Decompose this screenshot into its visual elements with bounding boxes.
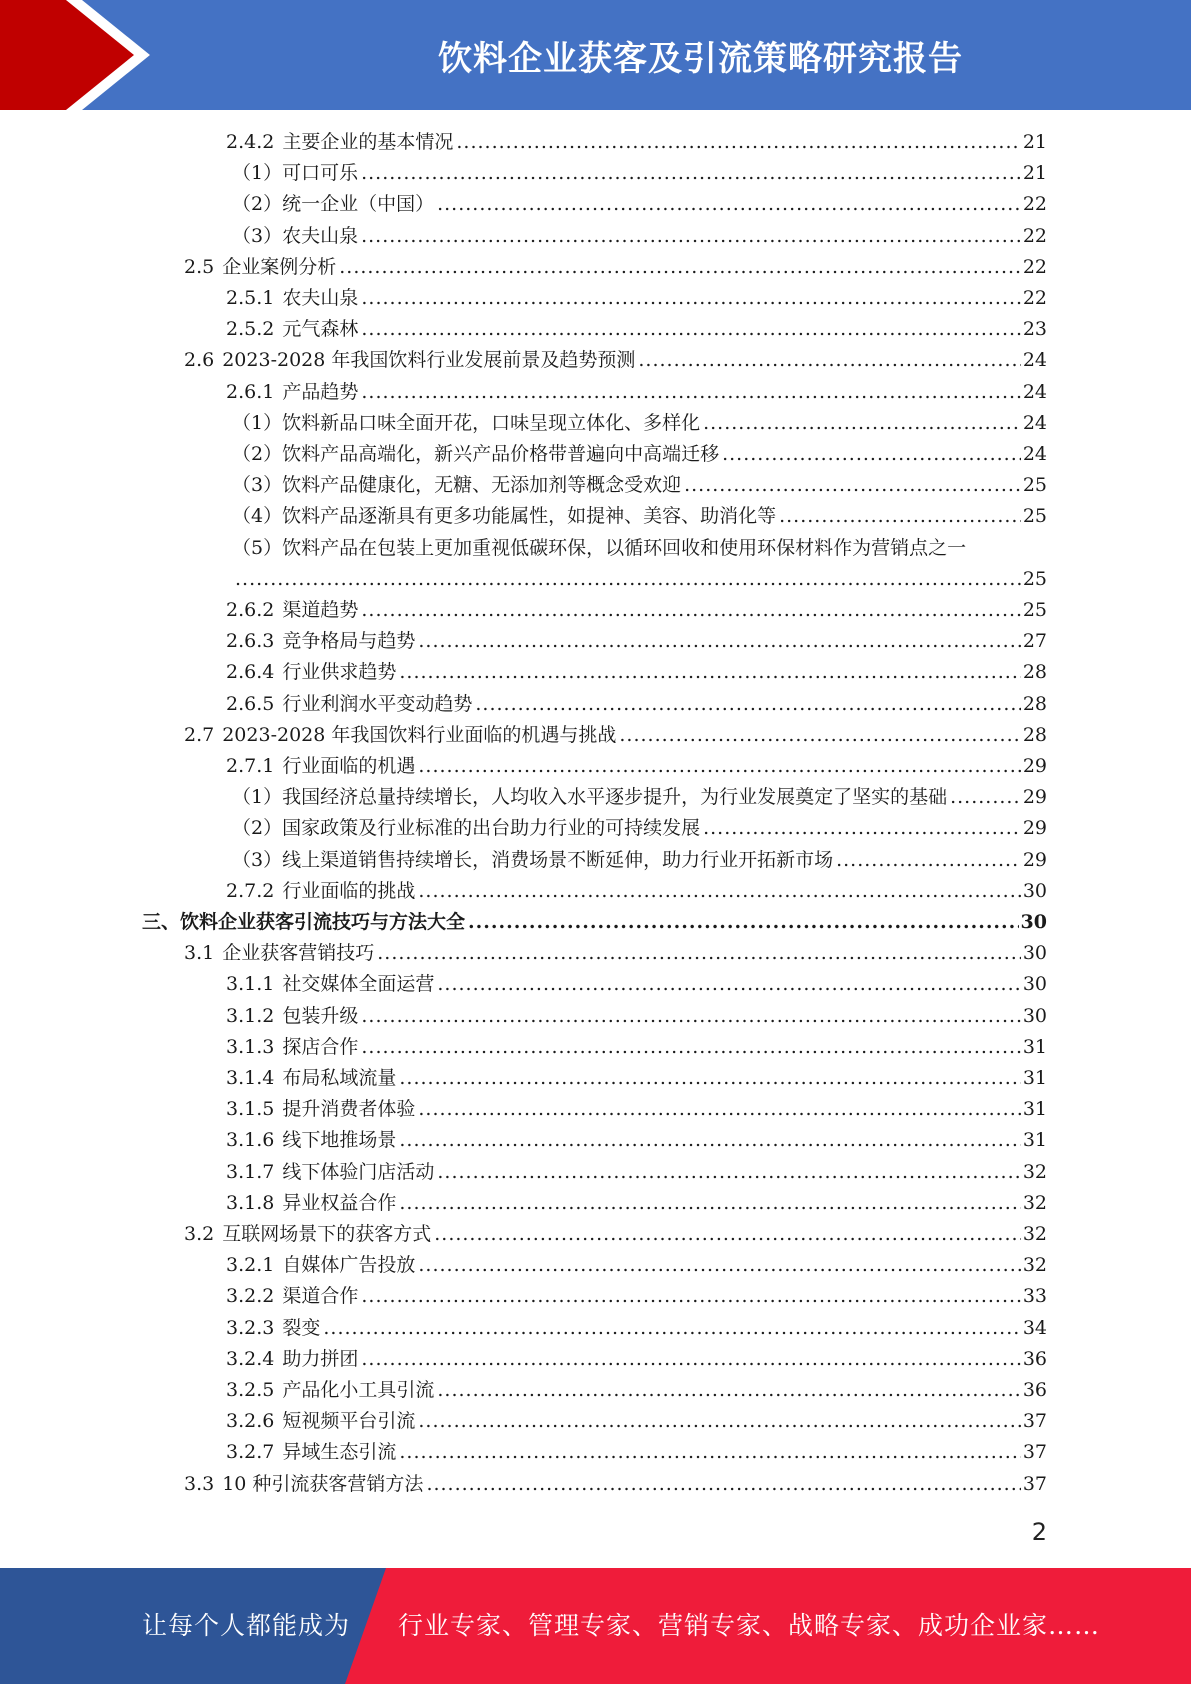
toc-entry-page: 30 xyxy=(1022,973,1047,996)
toc-entry-text: 社交媒体全面运营 xyxy=(282,973,435,996)
toc-entry-page: 24 xyxy=(1022,349,1047,372)
toc-entry[interactable] xyxy=(232,439,1047,470)
toc-entry-page: 31 xyxy=(1022,1098,1047,1121)
toc-leader-dots xyxy=(361,314,1020,345)
toc-entry-label xyxy=(226,751,415,782)
toc-entry-label xyxy=(232,439,719,470)
toc-entry-page: 32 xyxy=(1022,1223,1047,1245)
toc-entry[interactable] xyxy=(232,158,1047,189)
page-number: 2 xyxy=(1031,1518,1047,1546)
toc-entry[interactable] xyxy=(226,1094,1047,1125)
toc-entry-text: 裂变 xyxy=(282,1316,321,1339)
toc-entry-page: 29 xyxy=(1022,848,1047,871)
toc-entry-label xyxy=(226,626,415,657)
toc-entry[interactable] xyxy=(142,907,1047,938)
toc-entry-label xyxy=(226,377,358,408)
toc-entry-number: 2.6.2 xyxy=(226,599,275,621)
toc-entry-text: 产品趋势 xyxy=(282,380,359,403)
toc-entry-page: 30 xyxy=(1022,942,1047,965)
toc-entry-number: 2.5.2 xyxy=(226,318,275,341)
toc-entry[interactable] xyxy=(184,345,1047,376)
toc-entry-page: 21 xyxy=(1022,131,1047,153)
toc-entry-label xyxy=(184,1469,423,1500)
toc-entry-label xyxy=(184,720,616,751)
toc-entry-text: 竞争格局与趋势 xyxy=(282,630,416,653)
toc-entry-page: 22 xyxy=(1022,255,1047,278)
toc-leader-dots xyxy=(361,221,1021,252)
toc-entry-page: 31 xyxy=(1022,1067,1047,1089)
toc-entry-page: 23 xyxy=(1022,318,1047,341)
toc-entry[interactable] xyxy=(226,1313,1047,1344)
toc-entry-number: 2.6.3 xyxy=(226,630,275,653)
toc-leader-dots xyxy=(361,377,1020,408)
toc-entry-text: 布局私域流量 xyxy=(282,1067,397,1089)
toc-entry-number: 3.1.4 xyxy=(226,1067,275,1089)
toc-entry-label xyxy=(226,1281,358,1312)
page-footer xyxy=(0,1568,1191,1684)
toc-entry-number: 3.1.8 xyxy=(226,1191,275,1214)
toc-entry-text: （3）农夫山泉 xyxy=(232,224,359,247)
toc-entry-label xyxy=(226,1437,396,1468)
toc-entry[interactable] xyxy=(226,1125,1047,1156)
toc-entry-number: 3.1 xyxy=(184,942,215,965)
toc-entry[interactable] xyxy=(226,1375,1047,1406)
toc-entry[interactable] xyxy=(232,813,1047,844)
toc-entry-page: 24 xyxy=(1022,411,1047,434)
toc-entry-page: 28 xyxy=(1022,661,1047,684)
toc-entry[interactable] xyxy=(226,1032,1047,1063)
toc-leader-dots xyxy=(361,1032,1020,1063)
toc-entry-text: 行业供求趋势 xyxy=(282,661,397,684)
toc-entry-text: 行业利润水平变动趋势 xyxy=(282,692,473,715)
toc-entry-page: 31 xyxy=(1022,1129,1047,1152)
toc-leader-dots xyxy=(361,158,1021,189)
toc-entry[interactable] xyxy=(226,1437,1047,1468)
toc-entry-number: 3.1.2 xyxy=(226,1004,275,1027)
toc-leader-dots xyxy=(399,1437,1020,1468)
toc-entry-text: 企业获客营销技巧 xyxy=(222,942,375,965)
toc-entry-page: 22 xyxy=(1022,224,1047,247)
footer-slogan-left: 让每个人都能成为 xyxy=(142,1611,351,1640)
toc-entry-page: 37 xyxy=(1022,1441,1047,1464)
toc-leader-dots xyxy=(361,595,1020,626)
toc-entry[interactable] xyxy=(226,969,1047,1000)
toc-leader-dots xyxy=(418,1094,1020,1125)
toc-entry-page: 32 xyxy=(1022,1254,1047,1277)
toc-entry[interactable] xyxy=(226,1001,1047,1032)
toc-entry[interactable] xyxy=(184,1219,1047,1250)
toc-leader-dots xyxy=(722,439,1021,470)
toc-leader-dots xyxy=(779,501,1021,532)
toc-entry-page: 30 xyxy=(1022,879,1047,902)
toc-entry-page: 36 xyxy=(1022,1347,1047,1370)
toc-entry-label xyxy=(226,969,434,1000)
toc-leader-dots xyxy=(235,564,1021,595)
toc-leader-dots xyxy=(638,345,1020,376)
toc-entry[interactable] xyxy=(226,283,1047,314)
toc-entry-text: 2023-2028 年我国饮料行业面临的机遇与挑战 xyxy=(222,723,617,746)
toc-entry-label xyxy=(232,845,833,876)
toc-entry-text: 异业权益合作 xyxy=(282,1191,397,1214)
toc-entry[interactable] xyxy=(226,1157,1047,1188)
toc-leader-dots xyxy=(339,252,1021,283)
toc-entry-label xyxy=(226,1032,358,1063)
toc-entry[interactable] xyxy=(232,189,1047,220)
toc-entry-label xyxy=(232,782,947,813)
toc-entry-page: 32 xyxy=(1022,1191,1047,1214)
toc-leader-dots xyxy=(437,969,1020,1000)
toc-entry[interactable] xyxy=(226,377,1047,408)
toc-entry-text: 提升消费者体验 xyxy=(282,1098,416,1121)
toc-entry-page: 22 xyxy=(1022,287,1047,309)
toc-entry-label xyxy=(226,657,396,688)
toc-leader-dots xyxy=(418,876,1020,907)
toc-entry-number: 3.3 xyxy=(184,1472,215,1495)
toc-entry-number: 2.6.5 xyxy=(226,692,275,715)
toc-entry-number: 2.7.2 xyxy=(226,879,275,902)
toc-entry-text: 助力拼团 xyxy=(282,1347,359,1370)
toc-entry[interactable] xyxy=(226,314,1047,345)
footer-slogan-right: 行业专家、管理专家、营销专家、战略专家、成功企业家…… xyxy=(398,1611,1101,1640)
toc-entry-number: 2.5.1 xyxy=(226,287,275,309)
toc-leader-dots xyxy=(468,907,1019,938)
toc-entry-text: 渠道合作 xyxy=(282,1285,359,1308)
toc-entry[interactable] xyxy=(226,1281,1047,1312)
toc-entry-text: 互联网场景下的获客方式 xyxy=(222,1223,432,1245)
page-header xyxy=(0,0,1191,110)
toc-entry-label xyxy=(184,252,336,283)
toc-entry[interactable] xyxy=(184,1469,1047,1500)
toc-entry-label xyxy=(184,938,374,969)
toc-entry-label xyxy=(232,470,681,501)
toc-entry-number: 3.1.6 xyxy=(226,1129,275,1152)
toc-entry-number: 3.1.7 xyxy=(226,1160,275,1183)
toc-entry-page: 31 xyxy=(1022,1035,1047,1058)
toc-leader-dots xyxy=(475,689,1020,720)
toc-entry-text: 渠道趋势 xyxy=(282,599,359,621)
toc-entry[interactable] xyxy=(232,408,1047,439)
toc-entry-number: 3.2.7 xyxy=(226,1441,275,1464)
toc-entry-number: 3.1.1 xyxy=(226,973,275,996)
toc-entry[interactable] xyxy=(226,689,1047,720)
toc-entry[interactable] xyxy=(226,127,1047,158)
toc-entry-text: 三、饮料企业获客引流技巧与方法大全 xyxy=(142,911,466,933)
toc-entry-text: 探店合作 xyxy=(282,1035,359,1058)
toc-entry-page: 25 xyxy=(1022,567,1047,590)
toc-entry[interactable] xyxy=(226,876,1047,907)
toc-leader-dots xyxy=(418,626,1020,657)
toc-leader-dots xyxy=(361,1281,1020,1312)
document-title: 饮料企业获客及引流策略研究报告 xyxy=(438,38,963,79)
toc-entry-number: 3.2.4 xyxy=(226,1347,275,1370)
toc-entry-text: （3）线上渠道销售持续增长，消费场景不断延伸，助力行业开拓新市场 xyxy=(232,848,834,871)
toc-entry-label xyxy=(232,189,434,220)
toc-entry-text: （2）饮料产品高端化，新兴产品价格带普遍向中高端迁移 xyxy=(232,443,720,465)
toc-entry-label xyxy=(226,1375,434,1406)
toc-entry[interactable] xyxy=(226,1344,1047,1375)
toc-entry-text: 元气森林 xyxy=(282,318,359,341)
toc-leader-dots xyxy=(836,845,1021,876)
toc-entry-page: 22 xyxy=(1022,193,1047,216)
toc-entry[interactable] xyxy=(232,221,1047,252)
toc-leader-dots xyxy=(437,189,1021,220)
toc-entry-text: （5）饮料产品在包装上更加重视低碳环保，以循环回收和使用环保材料作为营销点之一 xyxy=(232,536,967,559)
toc-entry-page: 29 xyxy=(1022,755,1047,777)
toc-entry-number: 2.5 xyxy=(184,255,215,278)
toc-entry-page: 37 xyxy=(1022,1410,1047,1433)
toc-entry-number: 3.2.2 xyxy=(226,1285,275,1308)
toc-entry-number: 2.6 xyxy=(184,349,215,372)
toc-entry[interactable] xyxy=(232,564,1047,595)
toc-entry-label xyxy=(226,1188,396,1219)
toc-entry-page: 25 xyxy=(1022,599,1047,621)
toc-entry-label xyxy=(226,314,358,345)
toc-entry[interactable] xyxy=(184,252,1047,283)
toc-entry-page: 25 xyxy=(1022,505,1047,528)
toc-leader-dots xyxy=(426,1469,1020,1500)
toc-entry-page: 25 xyxy=(1022,474,1047,497)
toc-entry[interactable] xyxy=(226,595,1047,626)
toc-entry[interactable] xyxy=(232,845,1047,876)
toc-leader-dots xyxy=(703,813,1021,844)
toc-leader-dots xyxy=(437,1157,1020,1188)
toc-entry-label xyxy=(226,127,453,158)
toc-entry-text: 企业案例分析 xyxy=(222,255,337,278)
toc-entry-label xyxy=(232,813,700,844)
toc-entry-text: 主要企业的基本情况 xyxy=(282,131,454,153)
toc-entry[interactable] xyxy=(232,501,1047,532)
toc-entry-label xyxy=(232,221,358,252)
toc-entry-page: 36 xyxy=(1022,1379,1047,1401)
toc-entry-label xyxy=(226,689,472,720)
toc-entry-page: 30 xyxy=(1022,1004,1047,1027)
toc-entry-number: 2.7 xyxy=(184,723,215,746)
toc-leader-dots xyxy=(399,1188,1020,1219)
toc-entry-label xyxy=(226,1344,358,1375)
toc-entry-label xyxy=(232,408,700,439)
toc-entry-text: （1）可口可乐 xyxy=(232,162,359,185)
toc-entry-number: 3.2 xyxy=(184,1223,215,1245)
toc-entry-page: 30 xyxy=(1020,911,1047,933)
toc-entry-label xyxy=(226,595,358,626)
toc-entry-number: 3.1.5 xyxy=(226,1098,275,1121)
toc-entry-page: 29 xyxy=(1022,817,1047,840)
toc-leader-dots xyxy=(377,938,1021,969)
toc-entry-label xyxy=(226,1001,358,1032)
toc-entry-text: 行业面临的挑战 xyxy=(282,879,416,902)
toc-leader-dots xyxy=(418,751,1020,782)
toc-entry-number: 2.6.4 xyxy=(226,661,275,684)
toc-entry-page: 21 xyxy=(1022,162,1047,185)
toc-entry-number: 3.2.5 xyxy=(226,1379,275,1401)
toc-entry-text: 10 种引流获客营销方法 xyxy=(222,1472,424,1495)
toc-entry-page: 34 xyxy=(1022,1316,1047,1339)
toc-entry-text: 自媒体广告投放 xyxy=(282,1254,416,1277)
toc-leader-dots xyxy=(361,283,1020,314)
toc-leader-dots xyxy=(437,1375,1020,1406)
toc-entry-text: （2）统一企业（中国） xyxy=(232,193,435,216)
toc-entry-text: （1）饮料新品口味全面开花，口味呈现立体化、多样化 xyxy=(232,411,701,434)
toc-entry-page: 27 xyxy=(1022,630,1047,653)
toc-entry[interactable] xyxy=(226,751,1047,782)
toc-entry-label xyxy=(184,345,635,376)
toc-entry-text: 线下体验门店活动 xyxy=(282,1160,435,1183)
toc-entry-label xyxy=(226,1250,415,1281)
toc-entry-text: 短视频平台引流 xyxy=(282,1410,416,1433)
toc-entry[interactable] xyxy=(226,1063,1047,1094)
toc-entry-number: 3.1.3 xyxy=(226,1035,275,1058)
toc-entry-label xyxy=(226,1125,396,1156)
toc-entry-label xyxy=(226,283,358,314)
toc-entry-text: （4）饮料产品逐渐具有更多功能属性，如提神、美容、助消化等 xyxy=(232,505,777,528)
toc-leader-dots xyxy=(418,1250,1020,1281)
toc-entry-number: 2.6.1 xyxy=(226,380,275,403)
toc-leader-dots xyxy=(399,657,1020,688)
toc-entry-text: 线下地推场景 xyxy=(282,1129,397,1152)
toc-entry-label xyxy=(232,501,776,532)
toc-entry-label xyxy=(184,1219,431,1250)
toc-entry-label xyxy=(226,1406,415,1437)
toc-leader-dots xyxy=(323,1313,1020,1344)
toc-entry[interactable] xyxy=(184,938,1047,969)
toc-entry-text: 农夫山泉 xyxy=(282,287,359,309)
toc-entry[interactable] xyxy=(226,626,1047,657)
toc-entry[interactable] xyxy=(226,1406,1047,1437)
toc-entry-number: 3.2.1 xyxy=(226,1254,275,1277)
toc-leader-dots xyxy=(399,1125,1020,1156)
toc-leader-dots xyxy=(703,408,1021,439)
toc-entry-label xyxy=(226,876,415,907)
toc-entry-text: 产品化小工具引流 xyxy=(282,1379,435,1401)
toc-entry-text: 异域生态引流 xyxy=(282,1441,397,1464)
toc-entry[interactable] xyxy=(232,782,1047,813)
toc-entry-page: 32 xyxy=(1022,1160,1047,1183)
toc-leader-dots xyxy=(684,470,1021,501)
toc-entry[interactable] xyxy=(184,720,1047,751)
toc-entry-text: （2）国家政策及行业标准的出台助力行业的可持续发展 xyxy=(232,817,701,840)
toc-entry-label xyxy=(226,1313,320,1344)
toc-leader-dots xyxy=(361,1001,1020,1032)
toc-entry-page: 24 xyxy=(1022,443,1047,465)
toc-entry-page: 29 xyxy=(1022,786,1047,809)
toc-leader-dots xyxy=(619,720,1020,751)
toc-entry-label xyxy=(142,907,465,938)
toc-leader-dots xyxy=(418,1406,1020,1437)
toc-entry-text: （3）饮料产品健康化，无糖、无添加剂等概念受欢迎 xyxy=(232,474,682,497)
toc-entry-text: （1）我国经济总量持续增长，人均收入水平逐步提升，为行业发展奠定了坚实的基础 xyxy=(232,786,948,809)
toc-entry-label xyxy=(226,1157,434,1188)
toc-entry[interactable] xyxy=(226,657,1047,688)
toc-entry-page: 28 xyxy=(1022,723,1047,746)
toc-entry-text: 行业面临的机遇 xyxy=(282,755,416,777)
toc-entry-page: 37 xyxy=(1022,1472,1047,1495)
toc-leader-dots xyxy=(434,1219,1021,1250)
toc-entry-text: 2023-2028 年我国饮料行业发展前景及趋势预测 xyxy=(222,349,636,372)
toc-entry[interactable] xyxy=(226,1188,1047,1219)
toc-entry-number: 3.2.3 xyxy=(226,1316,275,1339)
toc-entry-label xyxy=(226,1094,415,1125)
toc-entry-page: 28 xyxy=(1022,692,1047,715)
toc-entry-page: 24 xyxy=(1022,380,1047,403)
toc-entry-number: 2.4.2 xyxy=(226,131,275,153)
toc-entry-text: 包装升级 xyxy=(282,1004,359,1027)
toc-entry-number: 2.7.1 xyxy=(226,755,275,777)
toc-entry-page: 33 xyxy=(1022,1285,1047,1308)
toc-leader-dots xyxy=(399,1063,1020,1094)
toc-leader-dots xyxy=(361,1344,1020,1375)
toc-entry-label xyxy=(226,1063,396,1094)
toc-entry[interactable] xyxy=(226,1250,1047,1281)
toc-entry-number: 3.2.6 xyxy=(226,1410,275,1433)
toc-entry-label xyxy=(232,158,358,189)
toc-entry[interactable] xyxy=(232,470,1047,501)
toc-leader-dots xyxy=(456,127,1020,158)
toc-leader-dots xyxy=(950,782,1021,813)
